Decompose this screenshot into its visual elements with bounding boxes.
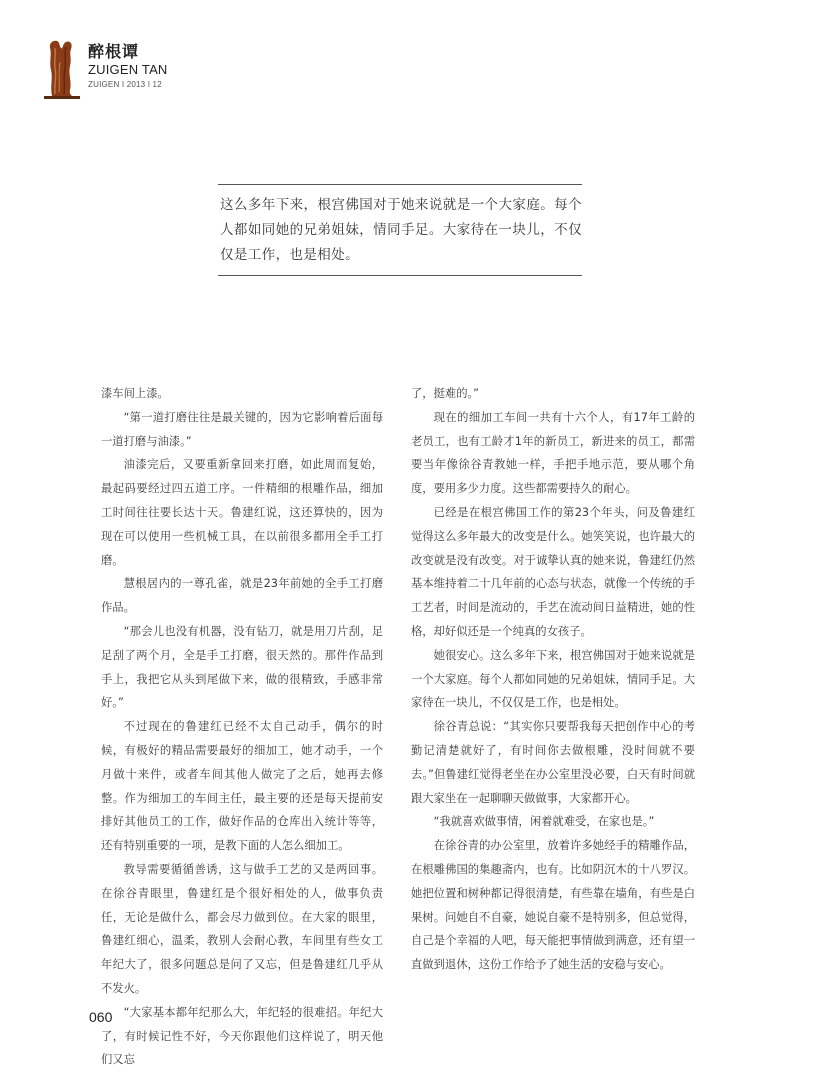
body-paragraph: 在徐谷青的办公室里，放着许多她经手的精雕作品，在根雕佛国的集趣斋内，也有。比如阴沉木的十八罗汉。她把位置和树种都记得很清楚，有些靠在墙角，有些是白果树。问她自不自豪，她说自豪不是特别多，但总觉得，自己是个幸福的人吧，每天能把事情做到满意，还有望一直做到退休，这份工作给予了她生活的安稳与安心。 bbox=[411, 839, 695, 972]
body-paragraph: 不过现在的鲁建红已经不太自己动手，偶尔的时候，有极好的精品需要最好的细加工，她才动手，一个月做十来件，或者车间其他人做完了之后，她再去修整。作为细加工的车间主任，最主要的还是每天提前安排好其他员工的工作，做好作品的仓库出入统计等等，还有特别重要的一项，是教下面的人怎么细加工。 bbox=[101, 720, 383, 853]
page-number: 060 bbox=[89, 1009, 113, 1025]
magazine-title-en: ZUIGEN TAN bbox=[88, 62, 168, 77]
magazine-title-cn: 醉根谭 bbox=[88, 42, 140, 61]
body-paragraph: 了，挺难的。” bbox=[411, 387, 479, 400]
pull-quote: 这么多年下来，根宫佛国对于她来说就是一个大家庭。每个人都如同她的兄弟姐妹，情同手足。大家待在一块儿，不仅仅是工作，也是相处。 bbox=[220, 197, 582, 263]
body-column-right bbox=[411, 382, 695, 977]
pull-quote-top-rule bbox=[218, 184, 582, 185]
pull-quote-bottom-rule bbox=[218, 275, 582, 276]
issue-label: ZUIGEN I 2013 I 12 bbox=[88, 80, 162, 89]
body-paragraph: 慧根居内的一尊孔雀，就是23年前她的全手工打磨作品。 bbox=[101, 577, 383, 615]
body-paragraph: 油漆完后，又要重新拿回来打磨，如此周而复始，最起码要经过四五道工序。一件精细的根雕作品，细加工时间往往要长达十天。鲁建红说，这还算快的，因为现在可以使用一些机械工具，在以前很多都用全手工打磨。 bbox=[101, 458, 383, 567]
body-paragraph: 徐谷青总说：“其实你只要帮我每天把创作中心的考勤记清楚就好了，有时间你去做根雕，没时间就不要去。”但鲁建红觉得老坐在办公室里没必要，白天有时间就跟大家坐在一起聊聊天做做事，大家都开心。 bbox=[411, 720, 695, 805]
body-paragraph: 她很安心。这么多年下来，根宫佛国对于她来说就是一个大家庭。每个人都如同她的兄弟姐妹，情同手足。大家待在一块儿，不仅仅是工作，也是相处。 bbox=[411, 648, 695, 710]
body-column-left bbox=[101, 382, 383, 1072]
body-paragraph: “我就喜欢做事情，闲着就难受，在家也是。” bbox=[433, 815, 655, 829]
body-paragraph: 教导需要循循善诱，这与做手工艺的又是两回事。在徐谷青眼里，鲁建红是个很好相处的人，做事负责任，无论是做什么，都会尽力做到位。在大家的眼里，鲁建红细心，温柔，教别人会耐心教，车间里有些女工年纪大了，很多问题总是问了又忘，但是鲁建红几乎从不发火。 bbox=[101, 862, 383, 995]
root-carving-logo bbox=[44, 38, 82, 100]
body-paragraph: “那会儿也没有机器，没有钻刀，就是用刀片刮，足足刮了两个月，全是手工打磨，很天然的。那件作品到手上，我把它从头到尾做下来，做的很精致，手感非常好。” bbox=[101, 624, 383, 710]
body-paragraph: 已经是在根宫佛国工作的第23个年头，问及鲁建红觉得这么多年最大的改变是什么。她笑笑说，也许最大的改变就是没有改变。对于诚挚认真的她来说，鲁建红仍然基本维持着二十几年前的心态与状态，就像一个传统的手工艺者，时间是流动的，手艺在流动间日益精进，她的性格，却好似还是一个纯真的女孩子。 bbox=[411, 505, 695, 638]
body-paragraph: 漆车间上漆。 bbox=[101, 387, 169, 400]
body-paragraph: “大家基本都年纪那么大，年纪轻的很难招。年纪大了，有时候记性不好，今天你跟他们这样说了，明天他们又忘 bbox=[101, 1005, 383, 1067]
body-paragraph: “第一道打磨往往是最关键的，因为它影响着后面每一道打磨与油漆。” bbox=[101, 410, 383, 448]
body-paragraph: 现在的细加工车间一共有十六个人，有17年工龄的老员工，也有工龄才1年的新员工，新进来的员工，都需要当年像徐谷青教她一样，手把手地示范，要从哪个角度，要用多少力度。这些都需要持久的耐心。 bbox=[411, 410, 695, 496]
